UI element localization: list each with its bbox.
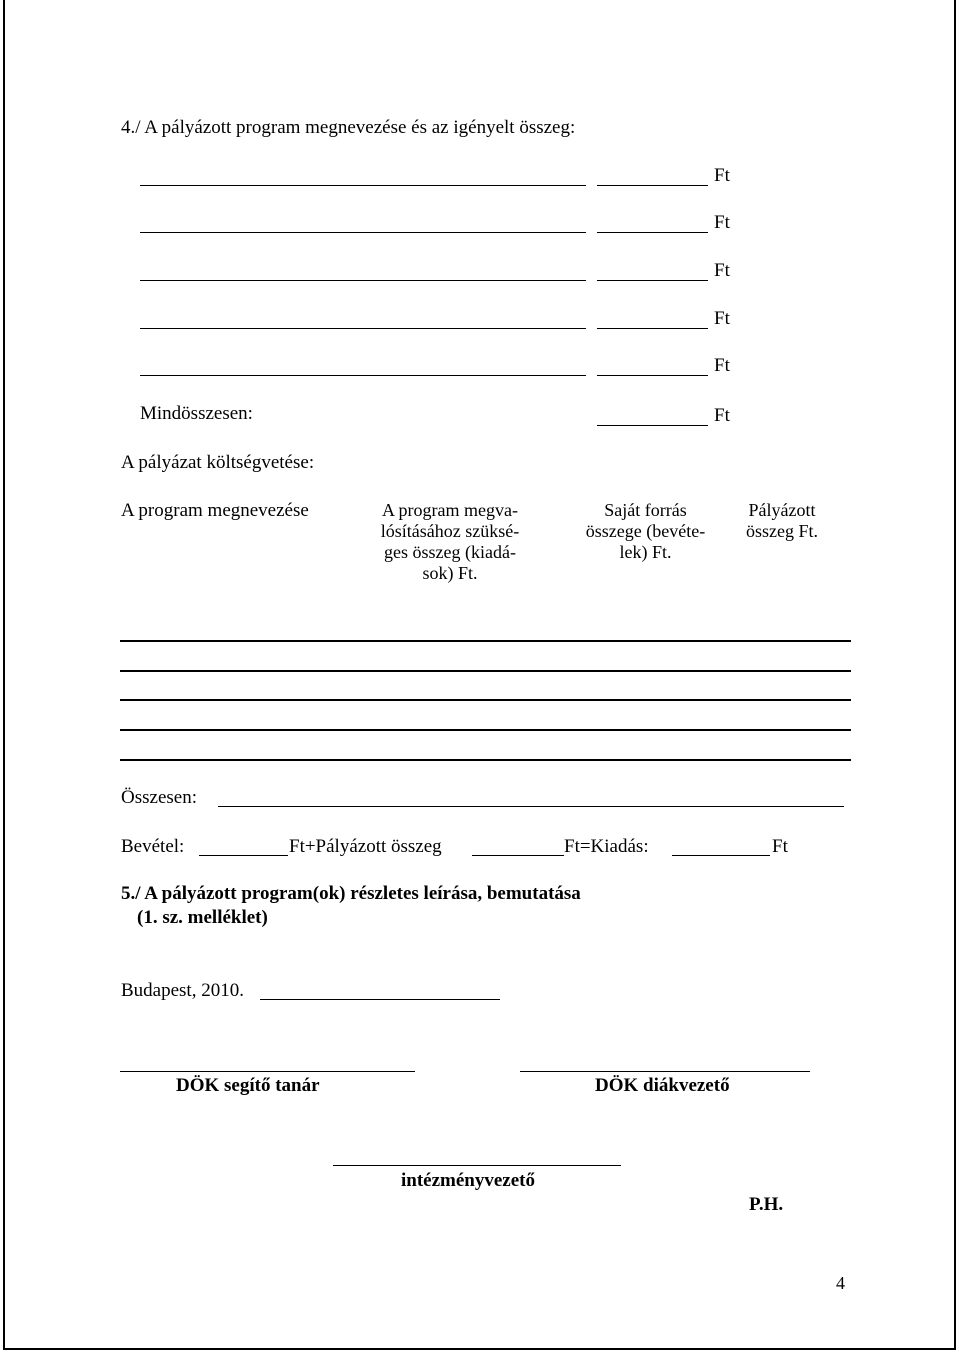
section-4-heading: 4./ A pályázott program megnevezése és az igényelt összeg: xyxy=(121,117,576,138)
teacher-signature-line[interactable] xyxy=(120,1071,415,1072)
principal-signature-line[interactable] xyxy=(333,1165,621,1166)
col-header-requested: Pályázott összeg Ft. xyxy=(746,500,818,541)
table-row-line-1[interactable] xyxy=(120,640,851,642)
budget-label: A pályázat költségvetése: xyxy=(121,452,315,473)
table-row-line-4[interactable] xyxy=(120,729,851,731)
program-name-line-1[interactable] xyxy=(140,185,586,186)
page-border-bottom xyxy=(3,1348,956,1350)
program-amount-line-4[interactable] xyxy=(597,328,708,329)
currency-label: Ft xyxy=(714,355,730,376)
currency-label: Ft xyxy=(714,405,730,426)
col-header-costs: A program megva- lósításához szüksé- ges összeg (kiadá- sok) Ft. xyxy=(380,500,520,583)
osszesen-label: Összesen: xyxy=(121,787,197,808)
program-amount-line-5[interactable] xyxy=(597,375,708,376)
currency-label: Ft xyxy=(714,260,730,281)
kiadas-amount-line[interactable] xyxy=(672,855,770,856)
col-header-own-source: Saját forrás összege (bevéte- lek) Ft. xyxy=(585,500,706,562)
total-label: Mindösszesen: xyxy=(140,403,253,424)
section-5-heading: 5./ A pályázott program(ok) részletes leírása, bemutatása xyxy=(121,883,581,904)
program-name-line-3[interactable] xyxy=(140,280,586,281)
table-row-line-2[interactable] xyxy=(120,670,851,672)
program-name-line-2[interactable] xyxy=(140,232,586,233)
program-name-line-5[interactable] xyxy=(140,375,586,376)
ft-kiadas-label: Ft=Kiadás: xyxy=(564,836,649,857)
table-row-line-5[interactable] xyxy=(120,759,851,761)
section-5-subheading: (1. sz. melléklet) xyxy=(137,907,268,928)
program-amount-line-2[interactable] xyxy=(597,232,708,233)
program-amount-line-3[interactable] xyxy=(597,280,708,281)
col-header-program-name: A program megnevezése xyxy=(121,500,309,521)
currency-label: Ft xyxy=(714,308,730,329)
currency-label: Ft xyxy=(714,212,730,233)
ft-palyazott-label: Ft+Pályázott összeg xyxy=(289,836,442,857)
bevetel-amount-line[interactable] xyxy=(199,855,288,856)
bevetel-label: Bevétel: xyxy=(121,836,185,857)
ph-stamp-label: P.H. xyxy=(749,1194,784,1215)
page-border-right xyxy=(954,0,956,1350)
table-row-line-3[interactable] xyxy=(120,699,851,701)
total-amount-line[interactable] xyxy=(597,425,708,426)
student-leader-signature-line[interactable] xyxy=(520,1071,810,1072)
date-line[interactable] xyxy=(260,999,500,1000)
page-number: 4 xyxy=(836,1273,845,1293)
student-leader-signature-label: DÖK diákvezető xyxy=(595,1075,730,1096)
teacher-signature-label: DÖK segítő tanár xyxy=(176,1075,320,1096)
place-date: Budapest, 2010. xyxy=(121,980,244,1001)
osszesen-line[interactable] xyxy=(218,806,844,807)
page-border-left xyxy=(3,0,5,1350)
currency-label: Ft xyxy=(714,165,730,186)
program-amount-line-1[interactable] xyxy=(597,185,708,186)
program-name-line-4[interactable] xyxy=(140,328,586,329)
principal-signature-label: intézményvezető xyxy=(401,1170,535,1191)
palyazott-amount-line[interactable] xyxy=(472,855,564,856)
ft-end-label: Ft xyxy=(772,836,788,857)
